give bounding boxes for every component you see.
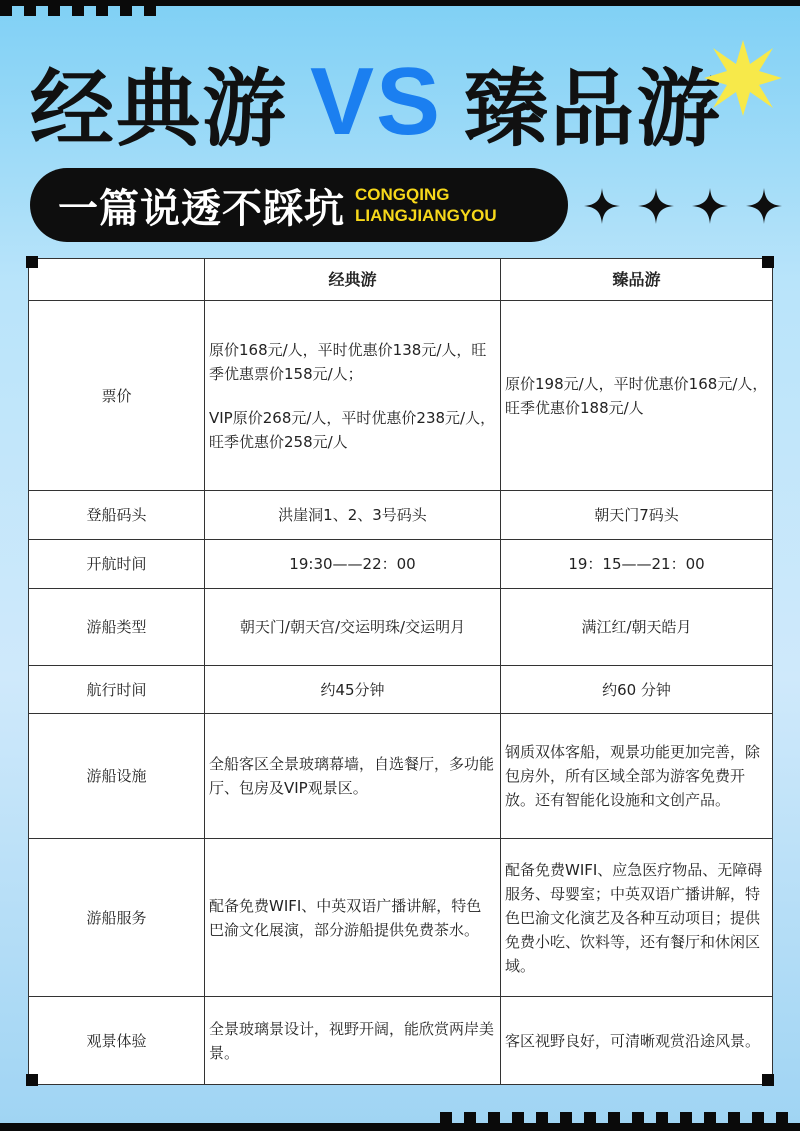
subtitle-text: 一篇说透不踩坑: [58, 185, 345, 232]
comparison-table: [28, 258, 773, 1085]
subtitle-english: [355, 184, 497, 226]
row-label: 登船码头: [29, 491, 205, 540]
sparkle-icon: [744, 186, 784, 226]
row-label: 游船服务: [29, 839, 205, 997]
row-label: 票价: [29, 301, 205, 491]
cell-premium: 钢质双体客船，观景功能更加完善，除包房外，所有区域全部为游客免费开放。还有智能化设施和文创产品。: [501, 714, 773, 839]
table-row: [29, 540, 773, 589]
cell-premium: 配备免费WIFI、应急医疗物品、无障碍服务、母婴室；中英双语广播讲解，特色巴渝文化演艺及各种互动项目；提供免费小吃、饮料等，还有餐厅和休闲区域。: [501, 839, 773, 997]
sparkle-icon: [636, 186, 676, 226]
subtitle-banner: [30, 168, 568, 242]
subtitle-english-line1: CONGQING: [355, 185, 450, 204]
subtitle-english-line2: LIANGJIANGYOU: [355, 206, 497, 225]
bottom-decor-bar: [0, 1101, 800, 1131]
cell-premium: [501, 301, 773, 491]
cell-classic: 19:30——22：00: [205, 540, 501, 589]
corner-mark: [762, 1074, 774, 1086]
title-premium: 臻品游: [464, 59, 723, 158]
cell-premium: 朝天门7码头: [501, 491, 773, 540]
table-row: [29, 589, 773, 666]
table-row: [29, 666, 773, 714]
comparison-table-card: [28, 258, 772, 1084]
row-label: 航行时间: [29, 666, 205, 714]
page-title: [30, 48, 770, 158]
cell-premium: 客区视野良好，可清晰观赏沿途风景。: [501, 997, 773, 1085]
corner-mark: [762, 256, 774, 268]
corner-mark: [26, 256, 38, 268]
title-classic: 经典游: [30, 59, 289, 158]
top-decor-bar: [0, 0, 800, 16]
table-row: [29, 714, 773, 839]
cell-classic: 洪崖洞1、2、3号码头: [205, 491, 501, 540]
cell-classic: 约45分钟: [205, 666, 501, 714]
corner-mark: [26, 1074, 38, 1086]
header-classic: 经典游: [205, 259, 501, 301]
checker-pattern: [0, 4, 168, 16]
cell-premium: 约60 分钟: [501, 666, 773, 714]
table-header-row: [29, 259, 773, 301]
cell-premium: 满江红/朝天皓月: [501, 589, 773, 666]
header-empty: [29, 259, 205, 301]
cell-paragraph: 原价198元/人，平时优惠价168元/人，旺季优惠价188元/人: [505, 374, 768, 417]
row-label: 开航时间: [29, 540, 205, 589]
sparkle-icon: [690, 186, 730, 226]
title-vs: VS: [310, 48, 443, 155]
cell-classic: [205, 301, 501, 491]
cell-premium: 19：15——21：00: [501, 540, 773, 589]
table-row: [29, 997, 773, 1085]
header-premium: 臻品游: [501, 259, 773, 301]
table-row: [29, 839, 773, 997]
cell-paragraph: VIP原价268元/人，平时优惠价238元/人，旺季优惠价258元/人: [209, 408, 496, 451]
cell-classic: 全景玻璃景设计，视野开阔，能欣赏两岸美景。: [205, 997, 501, 1085]
cell-classic: 配备免费WIFI、中英双语广播讲解，特色巴渝文化展演，部分游船提供免费茶水。: [205, 839, 501, 997]
row-label: 游船设施: [29, 714, 205, 839]
cell-paragraph: 原价168元/人，平时优惠价138元/人，旺季优惠票价158元/人；: [209, 340, 487, 383]
sparkle-group: [582, 186, 784, 226]
table-row: [29, 301, 773, 491]
table-row: [29, 491, 773, 540]
row-label: 游船类型: [29, 589, 205, 666]
checker-pattern: [440, 1112, 800, 1123]
starburst-icon: [703, 38, 783, 118]
sparkle-icon: [582, 186, 622, 226]
cell-classic: 全船客区全景玻璃幕墙，自选餐厅，多功能厅、包房及VIP观景区。: [205, 714, 501, 839]
row-label: 观景体验: [29, 997, 205, 1085]
cell-classic: 朝天门/朝天宫/交运明珠/交运明月: [205, 589, 501, 666]
